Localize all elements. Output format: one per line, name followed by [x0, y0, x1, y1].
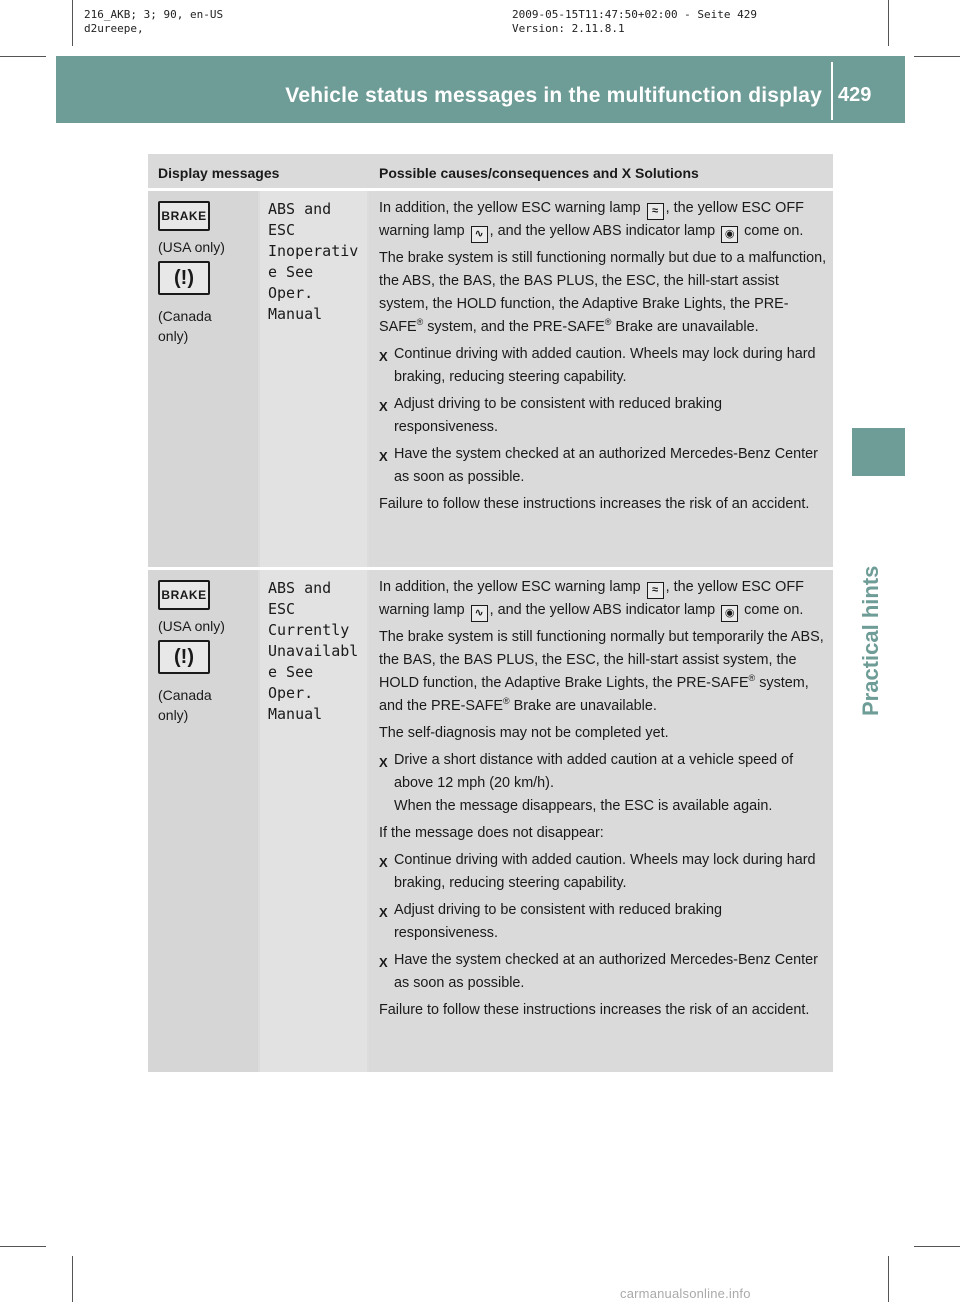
crop-mark [0, 1246, 46, 1247]
list-item [379, 749, 829, 818]
reg-mark: ® [604, 317, 612, 328]
text: come on. [744, 602, 804, 618]
text: system, and the PRE-SAFE [427, 319, 605, 335]
brake-icon: BRAKE [158, 580, 210, 610]
col-header-display: Display messages [158, 165, 280, 181]
text: Brake are unavailable. [615, 319, 759, 335]
paragraph: The self-diagnosis may not be completed yet. [379, 725, 669, 741]
list-item [379, 343, 829, 389]
reg-mark: ® [748, 673, 756, 684]
text: Have the system checked at an authorized Mercedes-Benz Center as soon as possible. [394, 446, 818, 485]
meta-line: 2009-05-15T11:47:50+02:00 - Seite 429 [512, 8, 758, 21]
solutions-cell [379, 576, 829, 1026]
solutions-cell [379, 197, 829, 520]
step-arrow-icon: X [379, 755, 388, 770]
display-message: ABS and ESC Currently Unavailabl e See Oper. Manual [268, 579, 359, 723]
section-tab-marker [852, 428, 905, 476]
paragraph: Failure to follow these instructions increases the risk of an accident. [379, 1002, 810, 1018]
display-cell [158, 201, 258, 346]
step-arrow-icon: X [379, 349, 388, 364]
step-arrow-icon: X [379, 955, 388, 970]
step-arrow-icon: X [379, 449, 388, 464]
meta-line: Version: 2.11.8.1 [512, 22, 625, 35]
region-note: (Canada only) [158, 687, 212, 723]
text: In addition, the yellow ESC warning lamp [379, 579, 641, 595]
col-header-solutions-tail: Solutions [635, 165, 699, 181]
abs-indicator-icon: ◉ [721, 605, 738, 622]
abs-circle-icon: (!) [158, 261, 210, 295]
text: , the yellow ESC OFF warning lamp [379, 200, 804, 239]
abs-indicator-icon: ◉ [721, 226, 738, 243]
esc-off-icon: ∿ [471, 605, 488, 622]
reg-mark: ® [502, 696, 510, 707]
list-item [379, 849, 829, 895]
esc-skid-icon: ≈ [647, 203, 664, 220]
crop-mark [888, 1256, 889, 1302]
text: system, and the PRE-SAFE [379, 675, 809, 714]
paragraph [379, 576, 829, 622]
region-note: (USA only) [158, 239, 225, 255]
region-note: (USA only) [158, 618, 225, 634]
display-message: ABS and ESC Inoperativ e See Oper. Manual [268, 200, 359, 323]
page-number: 429 [838, 84, 872, 106]
table-row [148, 188, 833, 567]
step-arrow-icon: X [379, 399, 388, 414]
paragraph: If the message does not disappear: [379, 825, 604, 841]
print-meta-left [84, 8, 223, 36]
region-note: (Canada only) [158, 308, 212, 344]
list-item [379, 949, 829, 995]
text: , and the yellow ABS indicator lamp [489, 223, 716, 239]
step-arrow-icon: X [621, 165, 632, 181]
header-separator [831, 62, 833, 120]
list-item [379, 899, 829, 945]
crop-mark [888, 0, 889, 46]
print-meta-right [512, 8, 757, 36]
page-title: Vehicle status messages in the multifunction display [285, 84, 822, 107]
text: Brake are unavailable. [513, 698, 657, 714]
crop-mark [914, 56, 960, 57]
text: In addition, the yellow ESC warning lamp [379, 200, 641, 216]
col-header-solutions-text: Possible causes/consequences and [379, 165, 618, 181]
crop-mark [72, 1256, 73, 1302]
list-item [379, 443, 829, 489]
paragraph: Failure to follow these instructions increases the risk of an accident. [379, 496, 810, 512]
text: Have the system checked at an authorized Mercedes-Benz Center as soon as possible. [394, 952, 818, 991]
paragraph [379, 197, 829, 243]
text: , and the yellow ABS indicator lamp [489, 602, 716, 618]
esc-off-icon: ∿ [471, 226, 488, 243]
table-header [148, 154, 833, 188]
esc-skid-icon: ≈ [647, 582, 664, 599]
crop-mark [0, 56, 46, 57]
list-item [379, 393, 829, 439]
text: The brake system is still functioning normally but temporarily the ABS, the BAS, the BAS PLUS, the ESC, the hill-start assist system, the HOLD function, the Adaptive Brake Lights, the PRE-SAFE [379, 629, 824, 691]
meta-line: 216_AKB; 3; 90, en-US [84, 8, 224, 21]
meta-line: d2ureepe, [84, 22, 144, 35]
status-message-table [148, 154, 833, 1072]
paragraph [379, 626, 829, 718]
text: Drive a short distance with added caution at a vehicle speed of above 12 mph (20 km/h). [394, 752, 794, 791]
text: , the yellow ESC OFF warning lamp [379, 579, 804, 618]
text: Adjust driving to be consistent with reduced braking responsiveness. [394, 902, 722, 941]
text: The brake system is still functioning normally but due to a malfunction, the ABS, the BAS, the BAS PLUS, the ESC, the hill-start assist system, the HOLD function, the Adaptive Brake Lights, the PRE-SAFE [379, 250, 827, 335]
step-arrow-icon: X [379, 905, 388, 920]
watermark: carmanualsonline.info [620, 1286, 751, 1301]
text: Continue driving with added caution. Wheels may lock during hard braking, reducing steering capability. [394, 346, 816, 385]
reg-mark: ® [416, 317, 424, 328]
section-tab-label: Practical hints [858, 565, 883, 716]
crop-mark [914, 1246, 960, 1247]
abs-circle-icon: (!) [158, 640, 210, 674]
text: Continue driving with added caution. Wheels may lock during hard braking, reducing steering capability. [394, 852, 816, 891]
table-row [148, 567, 833, 1072]
display-cell [158, 580, 258, 725]
crop-mark [72, 0, 73, 46]
text: Adjust driving to be consistent with reduced braking responsiveness. [394, 396, 722, 435]
text: When the message disappears, the ESC is available again. [394, 798, 773, 814]
col-header-solutions [379, 165, 699, 181]
paragraph [379, 247, 829, 339]
text: come on. [744, 223, 804, 239]
brake-icon: BRAKE [158, 201, 210, 231]
step-arrow-icon: X [379, 855, 388, 870]
header-rule [56, 121, 905, 123]
